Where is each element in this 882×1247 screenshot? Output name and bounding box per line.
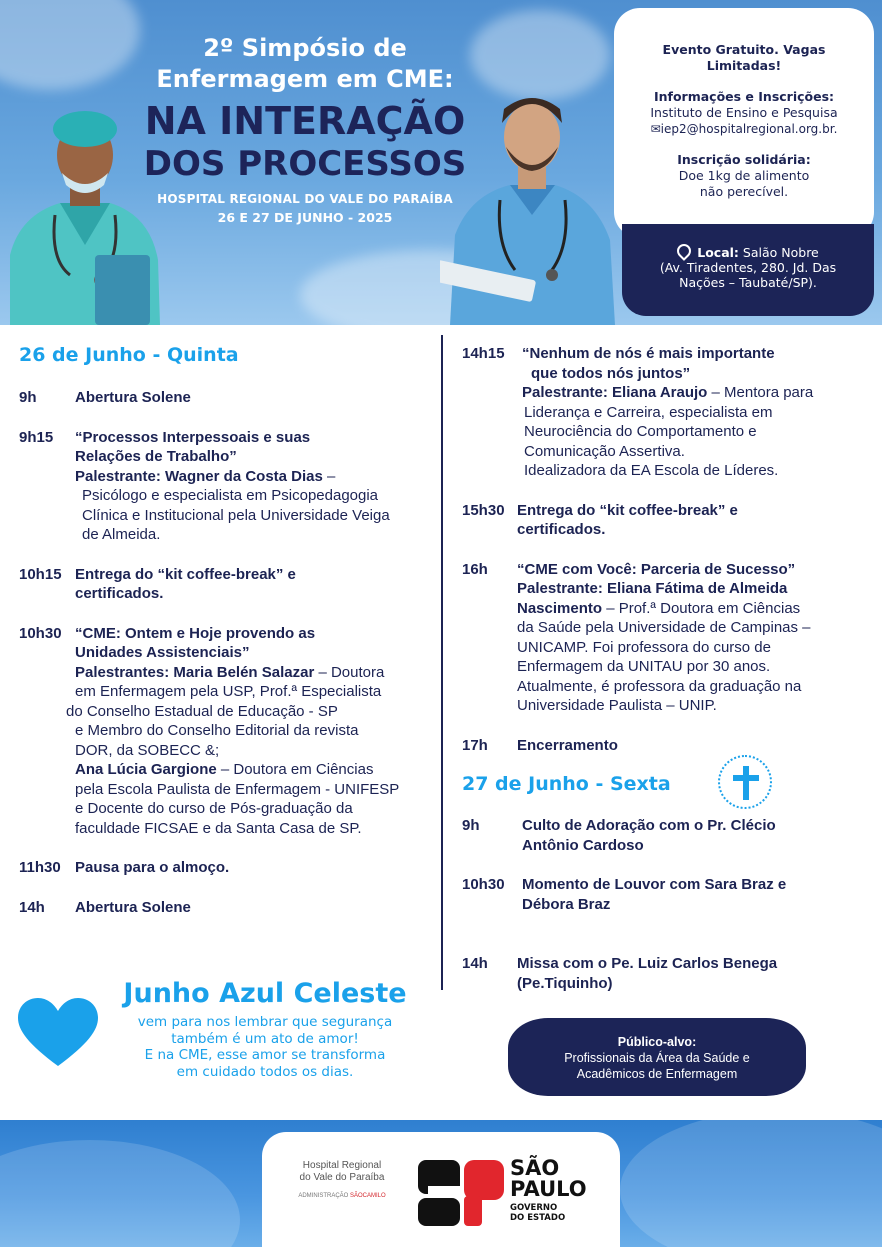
- bio-line: e Membro do Conselho Editorial da revista: [75, 722, 359, 739]
- bio-line: Idealizadora da EA Escola de Líderes.: [524, 462, 779, 479]
- junho-azul-title: Junho Azul Celeste: [123, 978, 407, 1009]
- item-text: Abertura Solene: [75, 898, 191, 916]
- info-title: Informações e Inscrições:: [653, 89, 835, 104]
- event-title: [130, 32, 480, 225]
- gov-line2: DO ESTADO: [510, 1213, 566, 1223]
- title-main-2: DOS PROCESSOS: [143, 144, 467, 184]
- talk-title-line1: “Nenhum de nós é mais importante: [522, 345, 775, 362]
- location-line1: [632, 244, 864, 260]
- item-time: 16h: [462, 560, 488, 578]
- item-line2: certificados.: [75, 585, 164, 602]
- schedule-item: [462, 501, 874, 540]
- gov-line1: GOVERNO: [510, 1203, 558, 1213]
- talk-title-line1: “CME: Ontem e Hoje provendo as: [75, 624, 316, 642]
- item-time: 15h30: [462, 501, 505, 519]
- junho-azul-text: [110, 1014, 420, 1080]
- email-line[interactable]: [614, 121, 874, 137]
- cross-icon: [718, 755, 772, 809]
- solidaria-title: Inscrição solidária:: [677, 152, 811, 167]
- email-address[interactable]: iep2@hospitalregional.org.br.: [660, 122, 838, 136]
- item-time: 11h30: [19, 859, 61, 876]
- talk-title-line2: que todos nós juntos”: [531, 364, 691, 382]
- sp-line2: PAULO: [510, 1177, 587, 1201]
- heart-icon: [18, 998, 98, 1068]
- bio-line: da Saúde pela Universidade de Campinas –: [517, 619, 811, 636]
- junho-line: E na CME, esse amor se transforma: [144, 1047, 386, 1063]
- bio-line: do Conselho Estadual de Educação - SP: [66, 702, 338, 720]
- bio-line: e Docente do curso de Pós-graduação da: [75, 800, 353, 817]
- audience-line2: Acadêmicos de Enfermagem: [576, 1067, 738, 1081]
- bio-line: em Enfermagem pela USP, Prof.ª Especialista: [75, 683, 382, 700]
- junho-line: vem para nos lembrar que segurança: [137, 1014, 393, 1030]
- schedule-item: [19, 898, 439, 918]
- title-line-2: Enfermagem em CME:: [156, 65, 454, 93]
- item-time: 10h15: [19, 565, 62, 583]
- schedule-item: [462, 816, 874, 855]
- event-dates: 26 E 27 DE JUNHO - 2025: [217, 210, 393, 225]
- item-line1: Culto de Adoração com o Pr. Clécio: [522, 817, 776, 834]
- speaker-name-cont: Nascimento: [517, 599, 603, 617]
- item-time: 14h: [19, 898, 45, 916]
- item-line1: Missa com o Pe. Luiz Carlos Benega: [517, 955, 778, 972]
- admin-line: ADMINISTRAÇÃO SÃOCAMILO: [298, 1193, 386, 1199]
- day1-afternoon-schedule: [462, 344, 874, 755]
- junho-line: também é um ato de amor!: [171, 1030, 359, 1047]
- hospital-logo: [292, 1160, 392, 1202]
- speaker-rest: – Mentora para: [707, 384, 814, 401]
- info-card: [614, 8, 874, 238]
- hospital-logo-line1: Hospital Regional: [302, 1160, 382, 1171]
- item-line2: Antônio Cardoso: [522, 836, 644, 854]
- location-label: Local:: [697, 245, 739, 260]
- hospital-name: HOSPITAL REGIONAL DO VALE DO PARAÍBA: [157, 192, 453, 206]
- schedule-item: [19, 858, 439, 878]
- day2-title: 27 de Junho - Sexta: [462, 773, 671, 795]
- item-time: 14h15: [462, 345, 505, 362]
- bio-line: DOR, da SOBECC &;: [75, 741, 220, 759]
- schedule-item: [462, 875, 874, 914]
- title-line-1: 2º Simpósio de: [203, 34, 407, 62]
- day1-schedule: [19, 388, 439, 917]
- junho-line: em cuidado todos os dias.: [176, 1063, 354, 1080]
- item-time: 10h30: [19, 624, 62, 642]
- bio-line: de Almeida.: [82, 526, 161, 543]
- bio-line: Liderança e Carreira, especialista em: [524, 403, 773, 421]
- item-time: 14h: [462, 955, 488, 972]
- speaker-rest: – Prof.ª Doutora em Ciências: [602, 599, 801, 617]
- audience-line1: Profissionais da Área da Saúde e: [564, 1051, 750, 1065]
- schedule-item: [19, 565, 439, 604]
- speaker-name: Palestrante: Eliana Araujo: [522, 384, 708, 401]
- schedule-item: [462, 344, 874, 481]
- sao-paulo-text: [510, 1158, 587, 1223]
- item-line1: Momento de Louvor com Sara Braz e: [522, 876, 787, 893]
- item-line2: Débora Braz: [522, 895, 611, 913]
- bio-line: faculdade FICSAE e da Santa Casa de SP.: [75, 819, 362, 837]
- free-event-line2: Limitadas!: [706, 58, 782, 73]
- item-time: 10h30: [462, 876, 505, 893]
- schedule-item: [19, 428, 439, 545]
- speaker2-rest: – Doutora em Ciências: [216, 761, 374, 778]
- speaker-name: Palestrante: Wagner da Costa Dias: [75, 467, 323, 485]
- schedule-item: [462, 954, 874, 993]
- speaker-name: Palestrantes: Maria Belén Salazar: [75, 663, 315, 681]
- speaker-dash: –: [322, 467, 336, 485]
- sao-camilo-brand: SÃOCAMILO: [350, 1193, 386, 1199]
- location-box: [622, 224, 874, 316]
- day1-title: 26 de Junho - Quinta: [19, 344, 239, 366]
- bio-line: Clínica e Institucional pela Universidade Veiga: [82, 506, 390, 524]
- bio-line: Comunicação Assertiva.: [524, 442, 685, 460]
- speaker-name: Palestrante: Eliana Fátima de Almeida: [517, 580, 788, 597]
- target-audience-box: [508, 1018, 806, 1096]
- bio-line: Enfermagem da UNITAU por 30 anos.: [517, 658, 771, 675]
- talk-title-line2: Relações de Trabalho”: [75, 448, 237, 465]
- address-line1: (Av. Tiradentes, 280. Jd. Das: [659, 260, 837, 275]
- item-time: 9h: [462, 817, 480, 834]
- item-line1: Entrega do “kit coffee-break” e: [517, 501, 738, 519]
- item-text: Abertura Solene: [75, 389, 191, 406]
- bio-line: Psicólogo e especialista em Psicopedagogia: [82, 487, 379, 504]
- schedule-item: [19, 388, 439, 408]
- day2-schedule: [462, 816, 874, 993]
- item-text: Encerramento: [517, 736, 618, 754]
- item-line1: Entrega do “kit coffee-break” e: [75, 565, 296, 583]
- location-pin-icon: [674, 241, 694, 261]
- institute-name: Instituto de Ensino e Pesquisa: [650, 105, 838, 120]
- bio-line: pela Escola Paulista de Enfermagem - UNIFESP: [75, 780, 400, 798]
- item-line2: certificados.: [517, 521, 606, 538]
- bio-line: UNICAMP. Foi professora do curso de: [517, 638, 771, 656]
- address-line2: Nações – Taubaté/SP).: [679, 275, 817, 290]
- speaker2-name: Ana Lúcia Gargione: [75, 761, 217, 778]
- schedule-item: [19, 624, 439, 839]
- talk-title-line1: “Processos Interpessoais e suas: [75, 428, 311, 446]
- item-time: 17h: [462, 736, 488, 754]
- bio-line: Universidade Paulista – UNIP.: [517, 697, 717, 714]
- bio-line: Neurociência do Comportamento e: [524, 423, 757, 440]
- item-time: 9h: [19, 389, 37, 406]
- solidaria-line2: não perecível.: [699, 184, 789, 199]
- talk-title-line1: “CME com Você: Parceria de Sucesso”: [517, 560, 796, 578]
- location-place: Salão Nobre: [742, 245, 819, 260]
- title-main-1: NA INTERAÇÃO: [144, 99, 466, 143]
- mail-icon: ✉: [650, 122, 661, 136]
- bio-line: Atualmente, é professora da graduação na: [517, 677, 802, 695]
- sp-line1: SÃO: [510, 1156, 560, 1180]
- free-event-line1: Evento Gratuito. Vagas: [662, 42, 826, 57]
- audience-title: Público-alvo:: [617, 1035, 697, 1049]
- column-divider: [441, 335, 443, 990]
- speaker-rest: – Doutora: [314, 663, 385, 681]
- item-text: Pausa para o almoço.: [75, 859, 230, 876]
- schedule-item: [462, 736, 874, 756]
- item-line2: (Pe.Tiquinho): [517, 974, 613, 992]
- talk-title-line2: Unidades Assistenciais”: [75, 644, 250, 661]
- hospital-logo-line2: do Vale do Paraíba: [299, 1172, 385, 1183]
- item-time: 9h15: [19, 428, 54, 446]
- schedule-item: [462, 560, 874, 716]
- solidaria-line1: Doe 1kg de alimento: [678, 168, 810, 183]
